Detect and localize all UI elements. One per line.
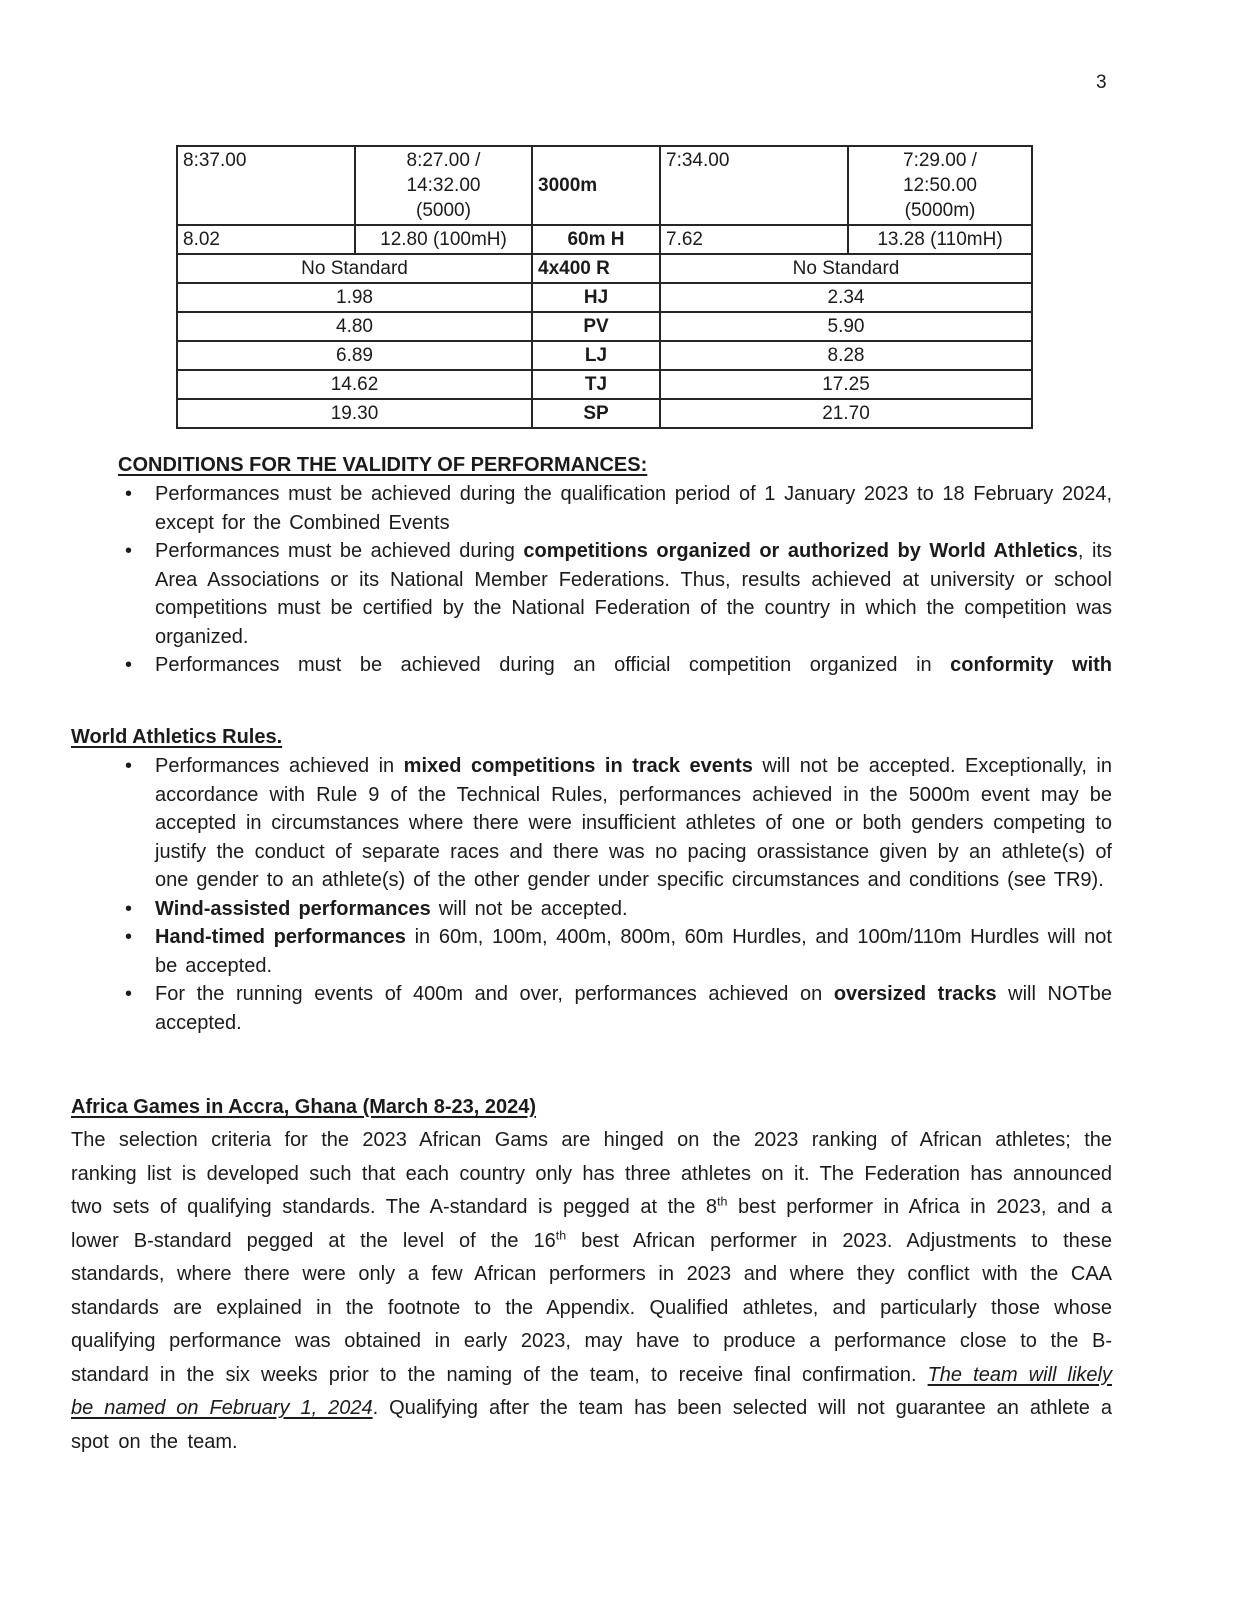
text-segment: will not be accepted.	[430, 897, 628, 920]
cell-line: 2.34	[827, 287, 865, 308]
text-segment: The team will likely be named on February 1, 2024	[71, 1363, 1112, 1419]
cell-line: LJ	[584, 345, 608, 366]
cell-line: 8.28	[827, 345, 865, 366]
bullet-item	[123, 980, 1112, 1037]
table-cell	[177, 283, 532, 312]
cell-line: 7:29.00 /	[903, 150, 977, 171]
rules-heading: World Athletics Rules.	[71, 726, 283, 748]
conditions-bullet-list	[123, 480, 1112, 680]
table-cell	[532, 225, 660, 254]
table-row	[177, 370, 1032, 399]
cell-line: 12:50.00	[903, 175, 977, 196]
table-cell	[532, 399, 660, 428]
table-cell	[177, 146, 355, 225]
cell-line: 14.62	[330, 374, 379, 395]
cell-line: TJ	[584, 374, 608, 395]
cell-line: 3000m	[538, 175, 598, 196]
text-segment: best performer in Africa in 2023, and a lower B-standard pegged at the level of the 16	[71, 1196, 1112, 1252]
cell-line: SP	[583, 403, 609, 424]
bullet-item	[123, 537, 1112, 651]
cell-line: (5000)	[416, 200, 471, 221]
table-row	[177, 283, 1032, 312]
table-cell	[532, 312, 660, 341]
cell-line: No Standard	[792, 258, 900, 279]
table-cell	[660, 370, 1032, 399]
cell-line: 8:37.00	[183, 150, 247, 171]
cell-line: 6.89	[336, 345, 373, 366]
text-segment: Performances must be achieved during	[155, 540, 524, 562]
rules-section	[71, 722, 1112, 1037]
cell-line: 21.70	[822, 403, 870, 424]
africa-games-heading: Africa Games in Accra, Ghana (March 8-23, 2024)	[71, 1096, 537, 1118]
text-segment: in 60m, 100m, 400m, 800m, 60m Hurdles, and 100m/110m Hurdles will not be accepted.	[155, 926, 1112, 977]
cell-line: 7.62	[666, 229, 703, 250]
table-cell	[355, 146, 532, 225]
text-segment: Wind-assisted performances	[155, 897, 431, 920]
table-cell	[355, 225, 532, 254]
text-segment: will not be accepted. Exceptionally, in accordance with Rule 9 of the Technical Rules, performances achieved in the 5000m event may be accepted in circumstances where there were insufficient athletes of one or both genders competing to justify the conduct of separate races and there was no pacing orassistance given by an athlete(s) of one gender to an athlete(s) of the other gender under specific circumstances and conditions (see TR9).	[155, 755, 1112, 891]
standards-table	[176, 145, 1033, 429]
table-cell	[177, 399, 532, 428]
cell-line: 4.80	[336, 316, 373, 337]
table-cell	[177, 225, 355, 254]
table-cell	[848, 146, 1032, 225]
text-segment: competitions organized or authorized by World Athletics	[523, 540, 1078, 562]
text-segment: conformity with	[950, 654, 1113, 676]
table-cell	[660, 225, 848, 254]
table-cell	[532, 341, 660, 370]
cell-line: 19.30	[330, 403, 379, 424]
table-row	[177, 341, 1032, 370]
cell-line: 5.90	[827, 316, 865, 337]
table-row	[177, 399, 1032, 428]
bullet-item	[123, 651, 1112, 680]
table-row	[177, 254, 1032, 283]
text-segment: best African performer in 2023. Adjustments to these standards, where there were only a few African performers in 2023 and where they conflict with the CAA standards are explained in the footnote to the Appendix. Qualified athletes, and particularly those whose qualifying performance was obtained in early 2023, may have to produce a performance close to the B-standard in the six weeks prior to the naming of the team, to receive final confirmation.	[71, 1229, 1112, 1386]
bullet-item	[123, 752, 1112, 895]
bullet-item	[123, 480, 1112, 537]
text-segment: th	[555, 1227, 567, 1242]
text-segment: mixed competitions in track events	[403, 755, 753, 777]
table-row	[177, 146, 1032, 225]
africa-games-paragraph	[71, 1124, 1112, 1459]
table-cell	[660, 146, 848, 225]
bullet-item	[123, 895, 1112, 924]
bullet-item	[123, 923, 1112, 980]
cell-line: 13.28 (110mH)	[877, 229, 1003, 250]
table-cell	[177, 312, 532, 341]
cell-line: 8:27.00 /	[406, 150, 481, 171]
table-cell	[177, 370, 532, 399]
table-cell	[660, 341, 1032, 370]
table-row	[177, 225, 1032, 254]
table-row	[177, 312, 1032, 341]
text-segment: Hand-timed performances	[155, 926, 406, 948]
text-segment: oversized tracks	[833, 983, 997, 1005]
cell-line: 12.80 (100mH)	[380, 229, 507, 250]
text-segment: . Qualifying after the team has been selected will not guarantee an athlete a spot on the team.	[71, 1397, 1112, 1453]
table-cell	[660, 399, 1032, 428]
cell-line: 1.98	[336, 287, 373, 308]
table-cell	[532, 146, 660, 225]
cell-line: HJ	[583, 287, 609, 308]
text-segment: The selection criteria for the 2023 African Gams are hinged on the 2023 ranking of African athletes; the ranking list is developed such that each country only has three athletes on it. The Federation has announced two sets of qualifying standards. The A-standard is pegged at the 8	[71, 1129, 1112, 1218]
cell-line: 4x400 R	[538, 258, 610, 279]
rules-bullet-list	[123, 752, 1112, 1037]
text-segment: Performances must be achieved during an official competition organized in	[155, 654, 951, 676]
text-segment: , its Area Associations or its National Member Federations. Thus, results achieved at university or school competitions must be certified by the National Federation of the country in which the competition was organized.	[155, 540, 1112, 648]
cell-line: 17.25	[822, 374, 870, 395]
text-segment: th	[717, 1194, 728, 1209]
text-segment: For the running events of 400m and over, performances achieved on	[155, 983, 834, 1005]
cell-line: PV	[583, 316, 609, 337]
table-cell	[660, 283, 1032, 312]
text-segment: Performances must be achieved during the qualification period of 1 January 2023 to 18 February 2024, except for the Combined Events	[155, 483, 1112, 534]
table-cell	[532, 283, 660, 312]
cell-line: 7:34.00	[666, 150, 730, 171]
cell-line: 60m H	[567, 229, 625, 250]
page-number: 3	[1096, 72, 1107, 93]
cell-line: 14:32.00	[406, 175, 481, 196]
africa-games-section	[71, 1090, 1112, 1459]
text-segment: will NOTbe accepted.	[155, 983, 1112, 1034]
table-cell	[660, 254, 1032, 283]
cell-line: 8.02	[183, 229, 220, 250]
table-cell	[848, 225, 1032, 254]
table-cell	[177, 254, 532, 283]
table-cell	[532, 254, 660, 283]
conditions-section	[118, 450, 1112, 680]
cell-line: (5000m)	[904, 200, 976, 221]
table-cell	[660, 312, 1032, 341]
table-cell	[177, 341, 532, 370]
qualifying-standards-table-wrap	[176, 145, 1033, 429]
text-segment: Performances achieved in	[155, 755, 404, 777]
cell-line: No Standard	[301, 258, 408, 279]
conditions-heading: CONDITIONS FOR THE VALIDITY OF PERFORMANCES:	[118, 454, 648, 476]
table-cell	[532, 370, 660, 399]
